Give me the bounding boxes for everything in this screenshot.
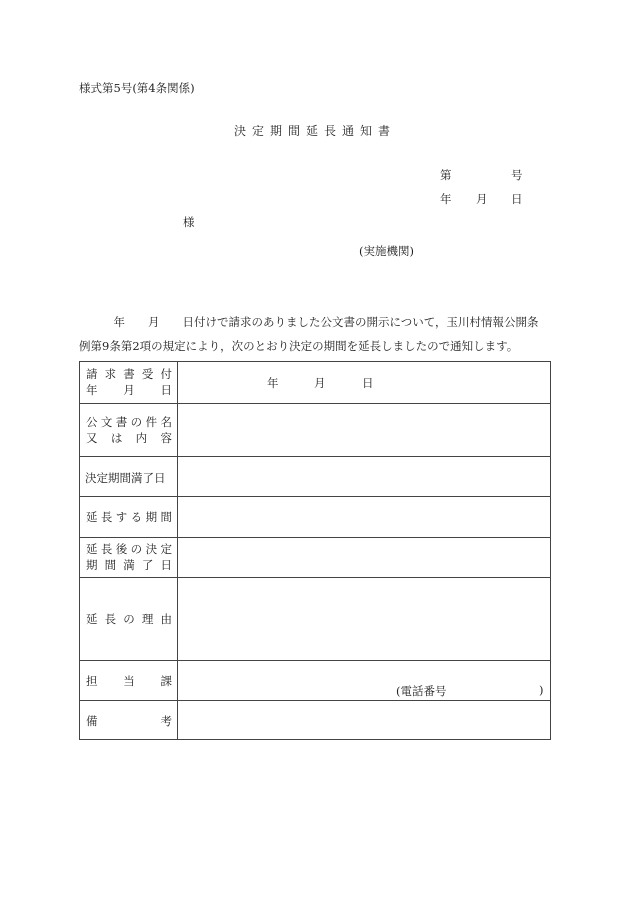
- label-char: 求: [104, 367, 117, 381]
- row-label: [80, 362, 178, 403]
- label-char: 日: [160, 383, 172, 397]
- label-char: 書: [123, 367, 135, 381]
- section-field[interactable]: [178, 661, 550, 700]
- table-row-decision-deadline: [80, 456, 550, 496]
- label-char: の: [130, 415, 143, 429]
- label-char: 長: [104, 612, 117, 626]
- label-char: 課: [160, 674, 172, 688]
- row-label: [80, 497, 178, 537]
- request-date-month: 月: [314, 376, 326, 390]
- label-line: [86, 510, 172, 524]
- label-line: [86, 714, 172, 728]
- label-char: 理: [141, 612, 154, 626]
- request-date-day: 日: [362, 376, 374, 390]
- table-row-remarks: [80, 700, 550, 739]
- label-char: 備: [86, 714, 98, 728]
- label-char: は: [110, 431, 123, 445]
- label-char: 受: [141, 367, 154, 381]
- issue-date-month: 月: [476, 192, 488, 206]
- label-text: 決定期間満了日: [85, 471, 166, 485]
- document-number-suffix: 号: [511, 168, 523, 182]
- table-row-request-date: [80, 362, 550, 403]
- remarks-field[interactable]: [178, 701, 550, 739]
- label-line: [86, 367, 172, 381]
- label-line: [86, 383, 172, 397]
- label-char: 後: [115, 542, 128, 556]
- label-char: 延: [86, 510, 98, 524]
- label-char: 付: [160, 367, 172, 381]
- label-char: 長: [100, 510, 113, 524]
- extension-period-field[interactable]: [178, 497, 550, 537]
- row-label: [80, 578, 178, 660]
- label-char: 名: [160, 415, 172, 429]
- row-label: [80, 701, 178, 739]
- label-char: 了: [141, 558, 154, 572]
- new-deadline-field[interactable]: [178, 538, 550, 577]
- row-label: [80, 457, 178, 496]
- label-char: 公: [86, 415, 98, 429]
- label-line: [86, 674, 172, 688]
- row-label: [80, 538, 178, 577]
- label-line: [86, 612, 172, 626]
- implementing-agency: (実施機関): [359, 244, 414, 258]
- label-char: 満: [123, 558, 135, 572]
- label-char: 年: [86, 383, 98, 397]
- label-char: の: [123, 612, 135, 626]
- label-char: 延: [86, 542, 98, 556]
- label-char: 担: [86, 674, 98, 688]
- request-date-field[interactable]: [178, 362, 550, 403]
- label-char: 期: [86, 558, 98, 572]
- label-char: 定: [160, 542, 172, 556]
- label-char: 考: [160, 714, 172, 728]
- label-char: す: [115, 510, 128, 524]
- label-char: 間: [160, 510, 172, 524]
- label-char: 容: [160, 431, 172, 445]
- request-date-year: 年: [267, 376, 279, 390]
- label-char: 当: [123, 674, 135, 688]
- label-char: 決: [145, 542, 158, 556]
- table-row-section: [80, 660, 550, 700]
- reason-field[interactable]: [178, 578, 550, 660]
- label-line: [86, 431, 172, 445]
- label-char: の: [130, 542, 143, 556]
- label-char: 請: [86, 367, 98, 381]
- row-label: [80, 661, 178, 700]
- label-char: 延: [86, 612, 98, 626]
- addressee-honorific: 様: [183, 215, 195, 229]
- label-char: 書: [115, 415, 128, 429]
- table-row-reason: [80, 577, 550, 660]
- table-row-new-deadline: [80, 537, 550, 577]
- label-char: 由: [160, 612, 172, 626]
- body-text-line-2: 例第9条第2項の規定により，次のとおり決定の期間を延長しましたので通知します。: [79, 339, 519, 353]
- label-line: [86, 415, 172, 429]
- issue-date-year: 年: [440, 192, 452, 206]
- extension-details-table: [79, 361, 551, 740]
- row-label: [80, 404, 178, 456]
- label-line: [86, 542, 172, 556]
- label-char: 又: [86, 431, 98, 445]
- label-line: [86, 558, 172, 572]
- label-char: 文: [100, 415, 113, 429]
- document-title: 決定期間延長通知書: [233, 124, 396, 138]
- phone-number-label: (電話番号: [396, 684, 447, 698]
- label-char: 間: [104, 558, 117, 572]
- document-name-field[interactable]: [178, 404, 550, 456]
- document-number-prefix: 第: [440, 168, 452, 182]
- label-char: 日: [160, 558, 172, 572]
- phone-number-close: ): [539, 683, 544, 697]
- label-char: る: [130, 510, 143, 524]
- label-char: 期: [145, 510, 158, 524]
- table-row-extension-period: [80, 496, 550, 537]
- label-char: 件: [145, 415, 158, 429]
- label-char: 長: [100, 542, 113, 556]
- table-row-document-name: [80, 403, 550, 456]
- label-char: 内: [135, 431, 148, 445]
- body-text-line-1: 年 月 日付けで請求のありました公文書の開示について，玉川村情報公開条: [79, 315, 539, 329]
- decision-deadline-field[interactable]: [178, 457, 550, 496]
- form-number-label: 様式第5号(第4条関係): [79, 81, 195, 95]
- label-char: 月: [123, 383, 135, 397]
- issue-date-day: 日: [511, 192, 523, 206]
